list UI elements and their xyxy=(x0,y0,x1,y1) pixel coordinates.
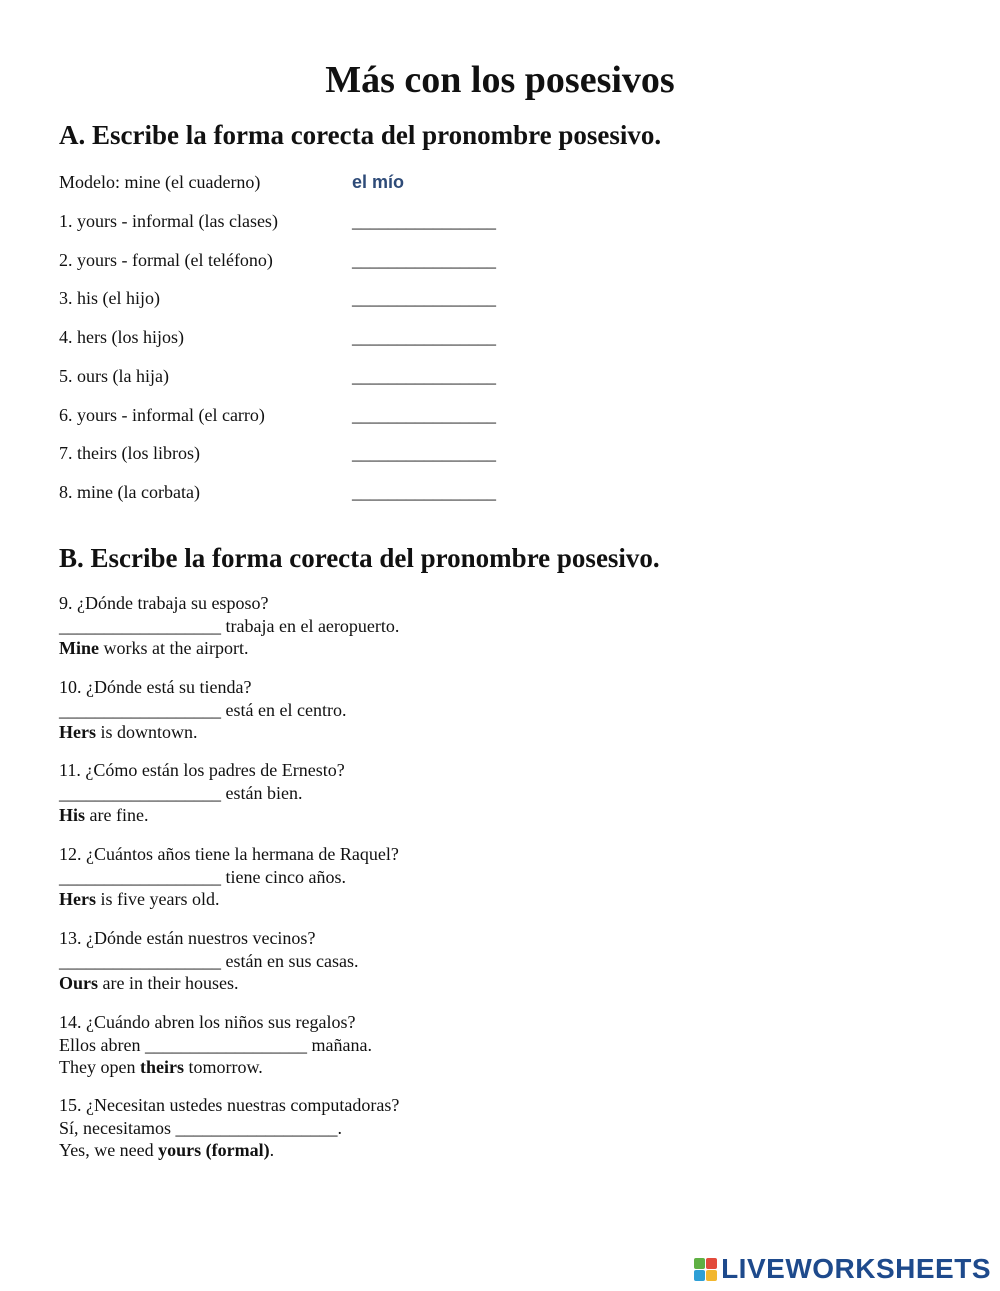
liveworksheets-logo-icon xyxy=(694,1258,717,1281)
answer-blank[interactable]: ________________ xyxy=(352,405,496,425)
exercise-prompt: 1. yours - informal (las clases) xyxy=(59,211,278,231)
exercise-row-8 xyxy=(59,480,579,504)
question-text: 14. ¿Cuándo abren los niños sus regalos? xyxy=(59,1012,356,1032)
answer-line: __________________ están bien. xyxy=(59,782,303,803)
question-block-12 xyxy=(59,843,659,911)
question-text: 11. ¿Cómo están los padres de Ernesto? xyxy=(59,760,345,780)
answer-blank[interactable]: ________________ xyxy=(352,366,496,386)
answer-line: __________________ están en sus casas. xyxy=(59,950,359,971)
answer-blank[interactable]: __________________ xyxy=(59,782,221,803)
answer-blank[interactable]: ________________ xyxy=(352,288,496,308)
exercise-row-4 xyxy=(59,325,579,349)
question-block-9 xyxy=(59,592,659,660)
answer-line: Ellos abren __________________ mañana. xyxy=(59,1034,372,1055)
exercise-row-3 xyxy=(59,286,579,310)
answer-blank[interactable]: ________________ xyxy=(352,211,496,231)
section-b-heading: B. Escribe la forma corecta del pronombre posesivo. xyxy=(59,543,660,573)
answer-blank[interactable]: __________________ xyxy=(59,866,221,887)
answer-line: __________________ está en el centro. xyxy=(59,699,347,720)
question-text: 12. ¿Cuántos años tiene la hermana de Raquel? xyxy=(59,844,399,864)
exercise-prompt: 7. theirs (los libros) xyxy=(59,443,200,463)
exercise-prompt: 3. his (el hijo) xyxy=(59,288,160,308)
english-hint: They open theirs tomorrow. xyxy=(59,1057,263,1077)
page-title: Más con los posesivos xyxy=(325,59,675,101)
exercise-row-2 xyxy=(59,248,579,272)
question-block-10 xyxy=(59,676,659,744)
exercise-prompt: 6. yours - informal (el carro) xyxy=(59,405,265,425)
exercise-prompt: 8. mine (la corbata) xyxy=(59,482,200,502)
answer-line: __________________ trabaja en el aeropuerto. xyxy=(59,615,400,636)
answer-blank[interactable]: ________________ xyxy=(352,482,496,502)
question-block-11 xyxy=(59,759,659,827)
english-hint: Yes, we need yours (formal). xyxy=(59,1140,275,1160)
english-hint: Hers is downtown. xyxy=(59,722,198,742)
english-hint: His are fine. xyxy=(59,805,149,825)
question-text: 15. ¿Necesitan ustedes nuestras computadoras? xyxy=(59,1095,400,1115)
english-hint: Hers is five years old. xyxy=(59,889,220,909)
question-block-14 xyxy=(59,1011,659,1079)
exercise-row-5 xyxy=(59,364,579,388)
answer-line: __________________ tiene cinco años. xyxy=(59,866,346,887)
answer-blank[interactable]: ________________ xyxy=(352,250,496,270)
section-a-heading: A. Escribe la forma corecta del pronombre posesivo. xyxy=(59,120,662,150)
question-block-13 xyxy=(59,927,659,995)
answer-blank[interactable]: ________________ xyxy=(352,327,496,347)
answer-blank[interactable]: __________________ xyxy=(144,1034,307,1055)
answer-blank[interactable]: ________________ xyxy=(352,443,496,463)
answer-blank[interactable]: __________________ xyxy=(59,699,221,720)
exercise-row-1 xyxy=(59,209,579,233)
answer-line: Sí, necesitamos __________________. xyxy=(59,1117,342,1138)
exercise-row-7 xyxy=(59,441,579,465)
model-prompt: Modelo: mine (el cuaderno) xyxy=(59,172,261,192)
exercise-prompt: 2. yours - formal (el teléfono) xyxy=(59,250,273,270)
english-hint: Ours are in their houses. xyxy=(59,973,239,993)
english-hint: Mine works at the airport. xyxy=(59,638,249,658)
model-answer: el mío xyxy=(352,172,405,192)
brand-text: LIVEWORKSHEETS xyxy=(721,1253,991,1284)
question-text: 13. ¿Dónde están nuestros vecinos? xyxy=(59,928,316,948)
liveworksheets-logo[interactable] xyxy=(694,1252,991,1286)
answer-blank[interactable]: __________________ xyxy=(59,615,221,636)
exercise-prompt: 5. ours (la hija) xyxy=(59,366,169,386)
exercise-row-6 xyxy=(59,403,579,427)
question-text: 10. ¿Dónde está su tienda? xyxy=(59,677,252,697)
exercise-prompt: 4. hers (los hijos) xyxy=(59,327,184,347)
question-text: 9. ¿Dónde trabaja su esposo? xyxy=(59,593,269,613)
answer-blank[interactable]: __________________ xyxy=(175,1117,338,1138)
answer-blank[interactable]: __________________ xyxy=(59,950,221,971)
model-row xyxy=(59,170,579,194)
question-block-15 xyxy=(59,1094,659,1162)
